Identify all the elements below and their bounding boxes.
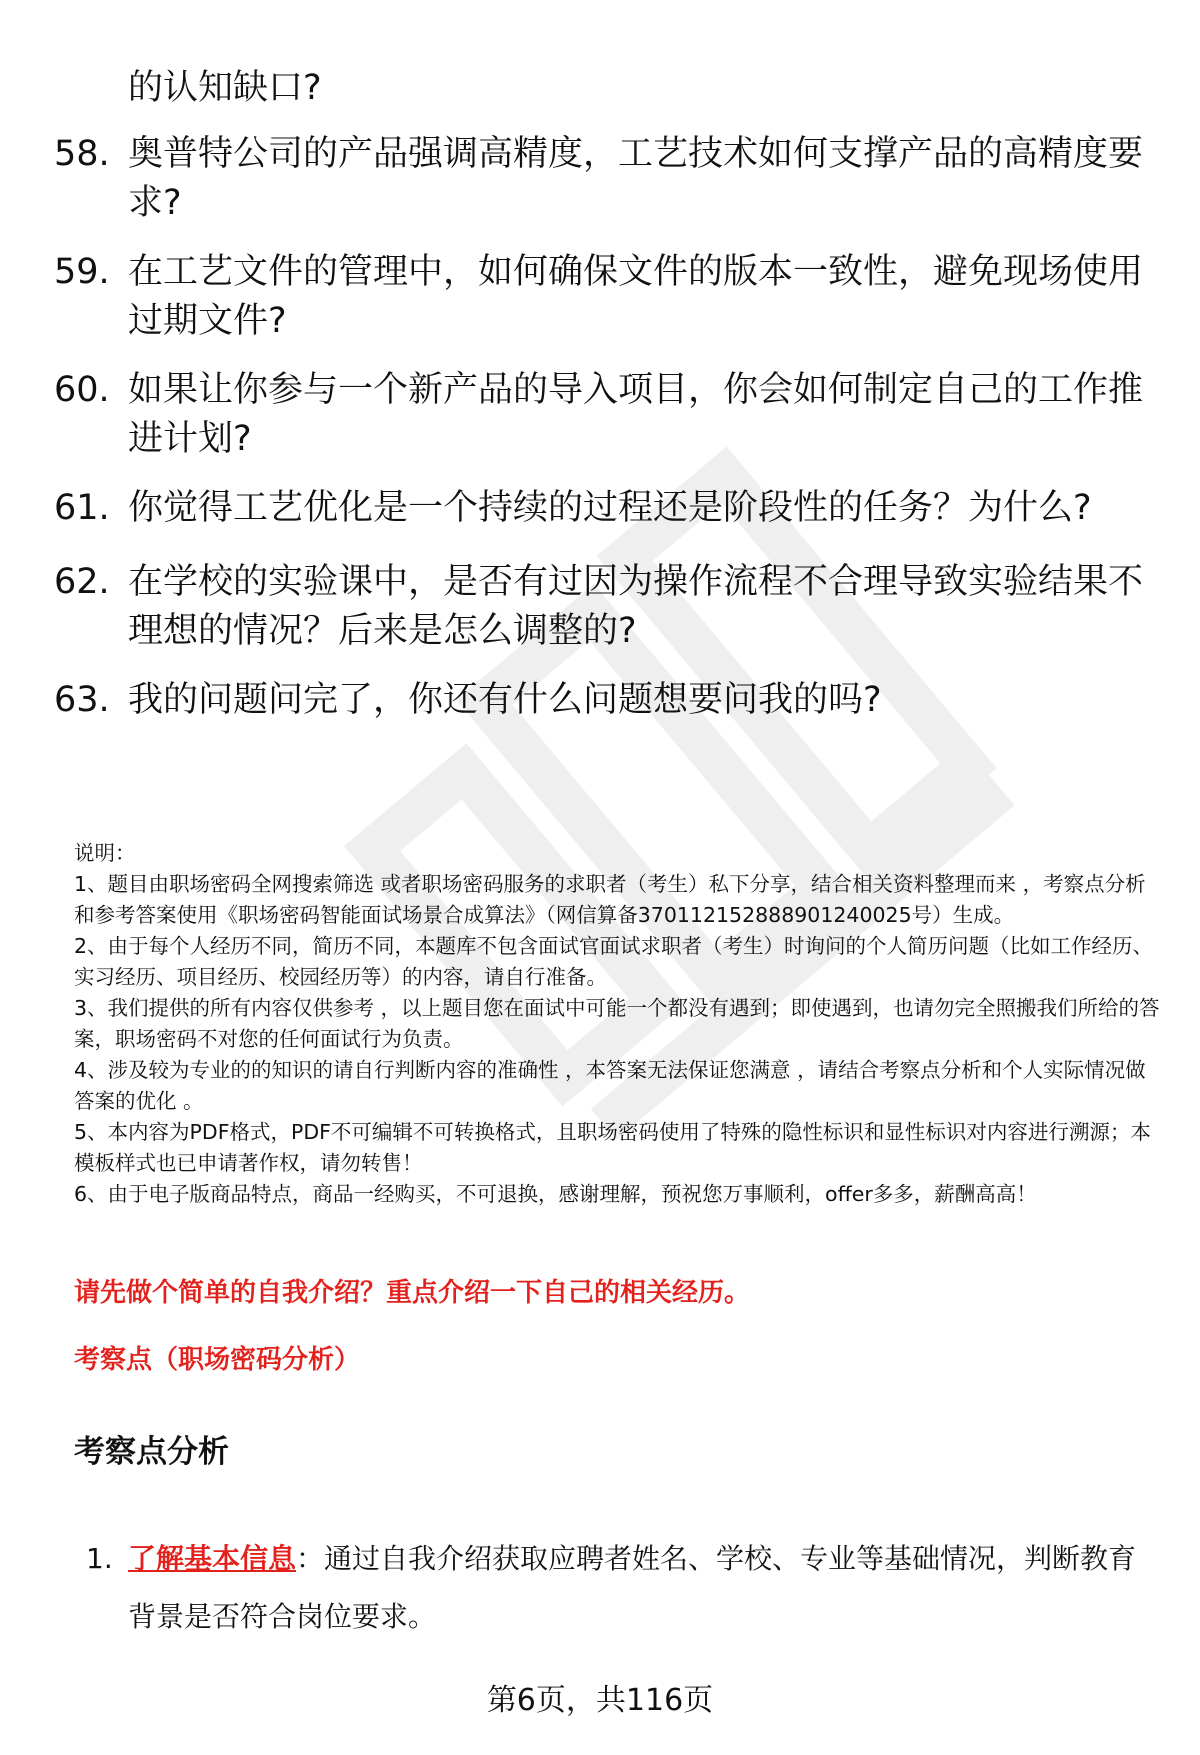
notes-heading: 说明： — [74, 841, 136, 865]
question-text: 在工艺文件的管理中，如何确保文件的版本一致性，避免现场使用过期文件? — [128, 252, 1144, 341]
question-number: 60. — [54, 370, 110, 410]
note-item: 2、由于每个人经历不同，简历不同，本题库不包含面试官面试求职者（考生）时询问的个人简历问题（比如工作经历、实习经历、项目经历、校园经历等）的内容，请自行准备。 — [74, 934, 1154, 989]
analysis-number: 1. — [86, 1542, 113, 1575]
page-footer: 第6页，共116页 — [486, 1683, 714, 1718]
note-item: 1、题目由职场密码全网搜索筛选 或者职场密码服务的求职者（考生）私下分享，结合相关资料整理而来 ，考察点分析和参考答案使用《职场密码智能面试场景合成算法》（网信算备370112152888901240025号）生成。 — [74, 872, 1146, 927]
note-item: 6、由于电子版商品特点，商品一经购买，不可退换，感谢理解，预祝您万事顺利，offer多多，薪酬高高！ — [74, 1182, 1037, 1206]
analysis-body — [128, 1530, 1138, 1646]
question-number: 58. — [54, 134, 110, 174]
question-number: 59. — [54, 252, 110, 292]
note-item: 5、本内容为PDF格式，PDF不可编辑不可转换格式，且职场密码使用了特殊的隐性标识和显性标识对内容进行溯源；本模板样式也已申请著作权，请勿转售！ — [74, 1120, 1151, 1175]
disclaimer-notes — [74, 838, 1164, 1210]
question-number: 63. — [54, 680, 110, 720]
question-text: 奥普特公司的产品强调高精度，工艺技术如何支撑产品的高精度要求? — [128, 134, 1144, 223]
exam-point-heading: 考察点（职场密码分析） — [74, 1345, 361, 1375]
interview-question-heading: 请先做个简单的自我介绍？重点介绍一下自己的相关经历。 — [74, 1278, 751, 1308]
question-number: 61. — [54, 488, 110, 528]
note-item: 4、涉及较为专业的的知识的请自行判断内容的准确性 ，本答案无法保证您满意 ，请结合考察点分析和个人实际情况做答案的优化 。 — [74, 1058, 1146, 1113]
note-item: 3、我们提供的所有内容仅供参考 ，以上题目您在面试中可能一个都没有遇到；即使遇到，也请勿完全照搬我们所给的答案，职场密码不对您的任何面试行为负责。 — [74, 996, 1160, 1051]
section-title: 考察点分析 — [74, 1434, 229, 1470]
question-text: 如果让你参与一个新产品的导入项目，你会如何制定自己的工作推进计划? — [128, 370, 1144, 459]
analysis-text: ：通过自我介绍获取应聘者姓名、学校、专业等基础情况，判断教育背景是否符合岗位要求。 — [128, 1542, 1137, 1633]
question-continuation-text: 的认知缺口? — [128, 68, 322, 108]
question-text: 你觉得工艺优化是一个持续的过程还是阶段性的任务？为什么? — [128, 488, 1092, 528]
analysis-keyword: 了解基本信息 — [128, 1542, 297, 1575]
question-number: 62. — [54, 562, 110, 602]
question-text: 我的问题问完了，你还有什么问题想要问我的吗? — [128, 680, 882, 720]
question-text: 在学校的实验课中，是否有过因为操作流程不合理导致实验结果不理想的情况？后来是怎么调整的? — [128, 562, 1144, 651]
